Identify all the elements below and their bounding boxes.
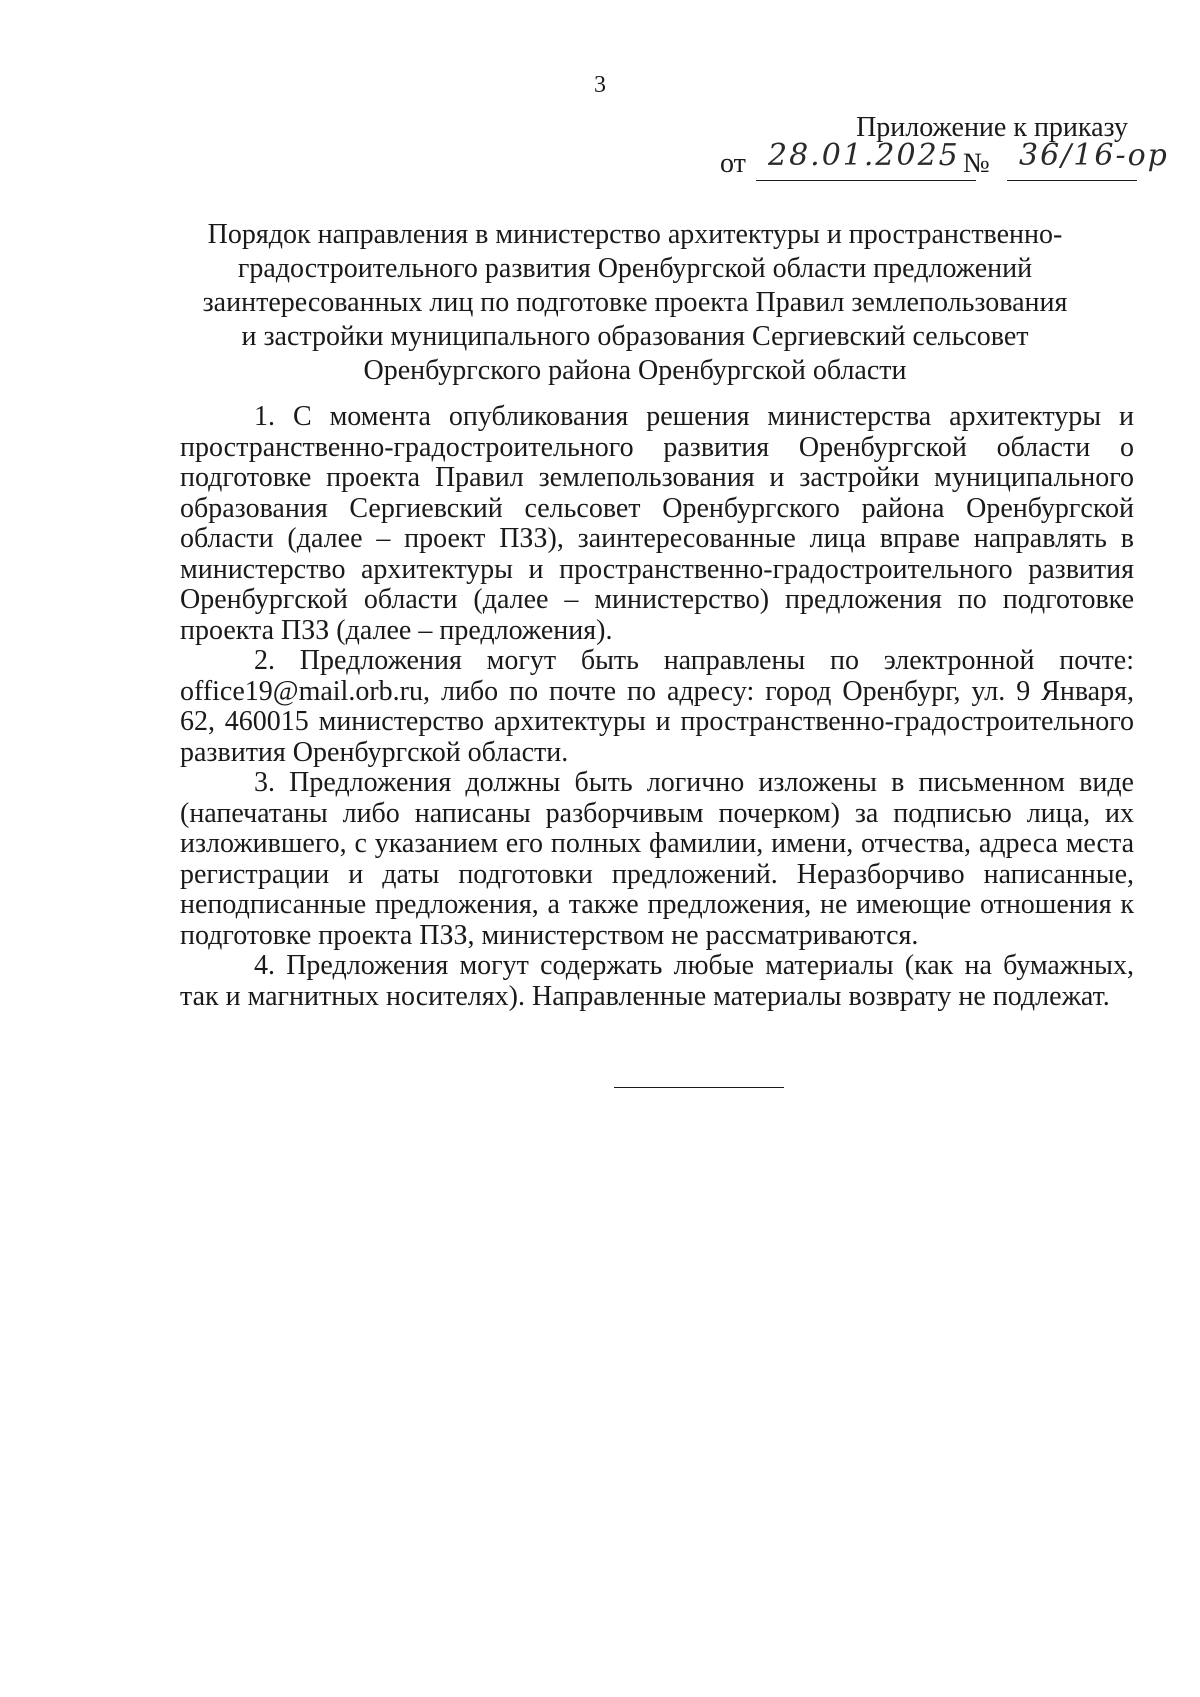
title-line: Порядок направления в министерство архитектуры и пространственно- — [207, 219, 1063, 250]
order-number: 36/16-ор — [1019, 138, 1169, 173]
title-line: и застройки муниципального образования Сергиевский сельсовет — [241, 321, 1029, 352]
document-body — [180, 402, 1134, 1012]
title-line: заинтересованных лиц по подготовке проекта Правил землепользования — [202, 287, 1068, 318]
order-reference — [720, 138, 1169, 190]
appendix-title: Приложение к приказу — [856, 112, 1128, 143]
order-date-field — [756, 138, 976, 181]
from-label: от — [720, 148, 746, 179]
number-sign: № — [963, 148, 990, 179]
paragraph-3: 3. Предложения должны быть логично изложены в письменном виде (напечатаны либо написаны разборчивым почерком) за подписью лица, их изложившего, с указанием его полных фамилии, имени, отчества, адреса места регистрации и даты подготовки предложений. Неразборчиво написанные, неподписанные предложения, а также предложения, не имеющие отношения к подготовке проекта ПЗЗ, министерством не рассматриваются. — [180, 767, 1134, 951]
paragraph-4: 4. Предложения могут содержать любые материалы (как на бумажных, так и магнитных носителях). Направленные материалы возврату не подлежат. — [180, 950, 1134, 1012]
paragraph-1: 1. С момента опубликования решения министерства архитектуры и пространственно-градостроительного развития Оренбургской области о подготовке проекта Правил землепользования и застройки муниципального образования Сергиевский сельсовет Оренбургского района Оренбургской области (далее – проект ПЗЗ), заинтересованные лица вправе направлять в министерство архитектуры и пространственно-градостроительного развития Оренбургской области (далее – министерство) предложения по подготовке проекта ПЗЗ (далее – предложения). — [180, 401, 1134, 646]
end-divider — [614, 1087, 784, 1088]
paragraph-2: 2. Предложения могут быть направлены по электронной почте: office19@mail.orb.ru, либо по почте по адресу: город Оренбург, ул. 9 Января, 62, 460015 министерство архитектуры и пространственно-градостроительного развития Оренбургской области. — [180, 645, 1134, 768]
document-title — [170, 218, 1100, 388]
order-number-field — [1007, 138, 1169, 181]
page-number: 3 — [594, 72, 606, 98]
title-line: Оренбургского района Оренбургской области — [363, 355, 907, 386]
title-line: градостроительного развития Оренбургской области предложений — [237, 253, 1033, 284]
order-date: 28.01.2025 — [768, 138, 960, 173]
